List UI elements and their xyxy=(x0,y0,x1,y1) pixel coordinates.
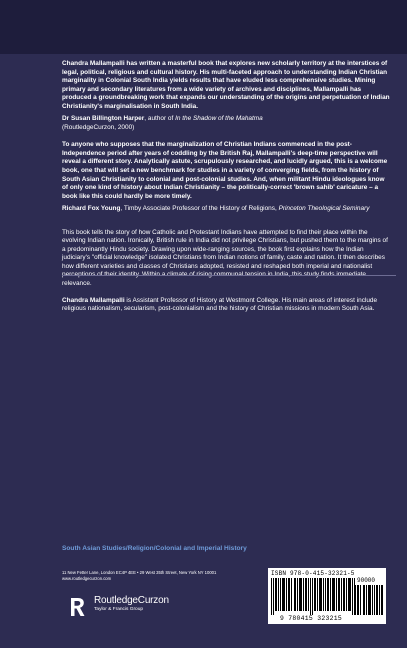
book-description: This book tells the story of how Catholic and Protestant Indians have attempted to find their place within the evolving Indian nation. Ironically, British rule in India did not privilege Christians, but pushed them to the margins of a predominantly Hindu society. Drawing upon wide-ranging sources, the book first explains how the Indian judiciary's "official knowledge" isolated Christians from Indian notions of family, caste and nation. It then describes how different varieties and classes of Christians adopted, resisted and reshaped both imperial and nationalist relevance. xyxy=(62,228,388,288)
reviewer-name-2: Richard Fox Young xyxy=(62,205,121,213)
reviewer-book-title: In the Shadow of the Mahatma xyxy=(175,115,263,123)
top-band xyxy=(0,0,407,54)
ean-digits: 9 780415 323215 xyxy=(279,615,343,622)
barcode-panel xyxy=(268,568,386,624)
review-attribution-2 xyxy=(62,205,392,214)
ean-barcode-icon xyxy=(271,578,355,615)
section-divider xyxy=(62,275,396,276)
review-attribution-1 xyxy=(62,115,392,132)
reviewer-name-1: Dr Susan Billington Harper xyxy=(62,115,145,123)
author-bio-text: is Assistant Professor of History at Westmont College. His main areas of interest include religious nationalism, secularism, post-colonialism and the history of Christian missions in modern South Asia. xyxy=(62,296,378,313)
publisher-logo-block xyxy=(66,595,169,619)
author-bio xyxy=(62,297,392,314)
addon-barcode-icon xyxy=(355,585,383,615)
address-line: 11 New Fetter Lane, London EC4P 4EE • 29 West 35th Street, New York NY 10001 xyxy=(62,570,217,575)
reviewer-role-1: , author of xyxy=(144,115,176,123)
publisher-text xyxy=(94,595,169,613)
reviewer-book-publisher: (RoutledgeCurzon, 2000) xyxy=(62,123,135,131)
publisher-group: Taylor & Francis Group xyxy=(94,607,144,612)
publisher-address xyxy=(62,570,216,582)
addon-digits: 90000 xyxy=(357,577,376,584)
isbn-text: ISBN 978-0-415-32321-5 xyxy=(271,570,355,577)
reviewer-institution: Princeton Theological Seminary xyxy=(278,205,370,213)
author-name: Chandra Mallampalli xyxy=(62,296,125,304)
reviewer-role-2: , Timby Associate Professor of the History of Religions, xyxy=(120,205,279,213)
publisher-name: RoutledgeCurzon xyxy=(94,595,169,606)
routledge-logo-icon xyxy=(66,595,88,619)
subject-category: South Asian Studies/Religion/Colonial and Imperial History xyxy=(62,545,247,552)
review-quote-2: To anyone who supposes that the marginalization of Christian Indians commenced in the post-Independence period after years of coddling by the British Raj, Mallampalli's deep-time perspective will reveal a different story. Analytically astute, scrupulously researched, and lucidly argued, this is a welcome book, one that will set a new benchmark for studies in a variety of converging fields, from the history of South Asian Christianity to colonial and post-colonial studies. And, when militant Hindu ideologues know of only one kind of history about Indian Christianity – the politically-correct 'brown sahib' caricature – a book like this could hardly be more timely. xyxy=(62,141,388,200)
review-quote-1: Chandra Mallampalli has written a masterful book that explores new scholarly territory at the interstices of legal, political, religious and cultural history. His multi-faceted approach to understanding Indian Christian marginality in Colonial South India yields results that have eluded less comprehensive studies. Mining primary and secondary literatures from a wide variety of archives and disciplines, Mallampalli has produced a groundbreaking work that expands our understanding of the origins and perpetuation of Indian Christianity's marginalisation in South India. xyxy=(62,60,390,110)
publisher-website: www.routledgecurzon.com xyxy=(62,576,112,581)
